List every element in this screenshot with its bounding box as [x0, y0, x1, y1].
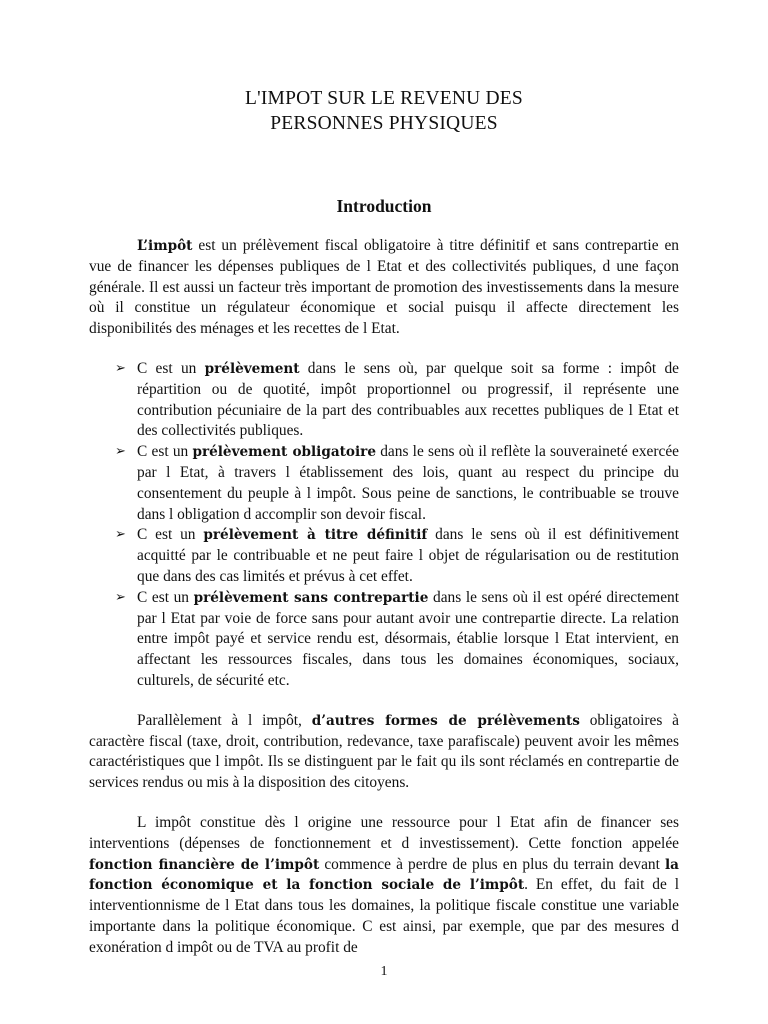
arrow-bullet-icon: ➢: [115, 527, 126, 543]
title-line-2: PERSONNES PHYSIQUES: [270, 113, 498, 134]
list-item: [89, 442, 679, 525]
list-item-keyword: prélèvement obligatoire: [192, 444, 376, 461]
paragraph-text: Parallèlement à l impôt,: [137, 711, 312, 729]
list-item-keyword: prélèvement à titre définitif: [203, 527, 428, 544]
paragraph-keyword: fonction financière de l’impôt: [89, 856, 320, 873]
paragraph-text: . En effet, du fait de l interventionnisme de l Etat dans tous les domaines, la politique fiscale constitue une variable importante dans la politique économique. C est ainsi, par exemple, que par des mesures d exonération d impôt ou de TVA au profit de: [89, 876, 679, 956]
list-item-prefix: C est un: [137, 588, 194, 606]
paragraph-keyword: la fonction économique et la fonction sociale de l’impôt: [89, 856, 679, 894]
document-title: [0, 86, 768, 136]
intro-keyword: L’impôt: [137, 238, 193, 254]
list-item: [89, 525, 679, 587]
list-item-text: dans le sens où il reflète la souveraineté exercée par l Etat, à travers l établissement des lois, quant au respect du principe du consentement du peuple à l impôt. Sous peine de sanctions, le contribuable se trouve dans l obligation d accomplir son devoir fiscal.: [137, 443, 680, 523]
list-item-text: dans le sens où il est définitivement acquitté par le contribuable et ne peut faire l objet de régularisation ou de restitution que dans des cas limités et prévus à cet effet.: [137, 526, 679, 585]
list-item-keyword: prélèvement: [204, 360, 300, 377]
list-item-prefix: C est un: [137, 526, 204, 544]
list-item-keyword: prélèvement sans contrepartie: [193, 589, 429, 606]
definition-list: [89, 359, 679, 692]
paragraph-text: L impôt constitue dès l origine une ressource pour l Etat afin de financer ses interventions (dépenses de fonctionnement et d investissement). Cette fonction appelée: [89, 813, 679, 852]
list-item-text: dans le sens où, par quelque soit sa forme : impôt de répartition ou de quotité, impôt proportionnel ou progressif, il représente une contribution pécuniaire de la part des contribuables aux recettes publiques de l Etat et des collectivités publiques.: [137, 359, 679, 440]
list-item-prefix: C est un: [137, 443, 193, 461]
arrow-bullet-icon: ➢: [115, 360, 126, 376]
list-item-prefix: C est un: [137, 359, 205, 377]
list-item: [89, 359, 679, 442]
document-body: [89, 236, 679, 959]
list-item-text: dans le sens où il est opéré directement par l Etat par voie de force sans pour autant avoir une contrepartie directe. La relation entre impôt payé et service rendu est, désormais, établie lorsque l Etat intervient, en affectant les ressources fiscales, dans tous les domaines économiques, sociaux, culturels, de sécurité etc.: [137, 588, 680, 689]
arrow-bullet-icon: ➢: [115, 444, 126, 460]
section-heading: Introduction: [336, 196, 432, 216]
paragraph-keyword: d’autres formes de prélèvements: [311, 712, 580, 729]
intro-text: est un prélèvement fiscal obligatoire à titre définitif et sans contrepartie en vue de financer les dépenses publiques de l Etat et des collectivités publiques, d une façon générale. Il est aussi un facteur très important de promotion des investissements dans la mesure où il constitue un régulateur économique et social puisqu il affecte directement les disponibilités des ménages et les recettes de l Etat.: [89, 237, 679, 338]
title-line-1: L'IMPOT SUR LE REVENU DES: [245, 88, 523, 109]
list-item: [89, 588, 679, 692]
arrow-bullet-icon: ➢: [115, 589, 126, 605]
paragraph-text: obligatoires à caractère fiscal (taxe, droit, contribution, redevance, taxe parafiscale) peuvent avoir les mêmes caractéristiques que l impôt. Ils se distinguent par le fait qu ils sont réclamés en contrepartie de services rendus ou mis à la disposition des citoyens.: [89, 711, 679, 792]
paragraph-text: commence à perdre de plus en plus du terrain devant: [319, 855, 666, 873]
page-number: 1: [380, 964, 388, 979]
paragraph-tax-functions: [89, 813, 679, 959]
paragraph-other-levies: [89, 711, 679, 794]
intro-paragraph: [89, 236, 679, 340]
